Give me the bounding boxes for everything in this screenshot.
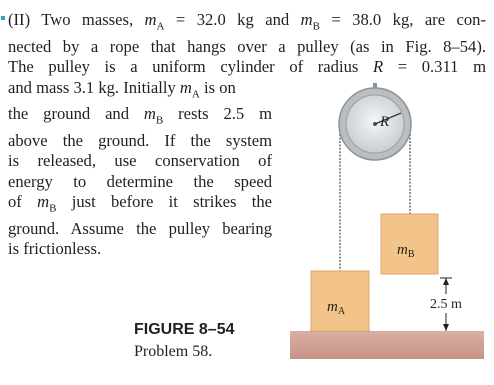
line5-pre: the ground and [8,104,144,124]
line3-post: = 0.311 m [383,57,486,77]
line4-post: is on [199,77,236,97]
line5-post: rests 2.5 m [163,104,272,124]
mass-b-symbol: m [300,10,313,29]
problem-line-6: above the ground. If the system [8,130,272,150]
mass-a-symbol: m [144,10,157,29]
problem-line-11: is frictionless. [8,239,102,259]
radius-symbol: R [372,57,384,77]
line5-m: m [143,104,156,124]
line9-m: m [37,192,50,212]
line1-eq2: = 38.0 kg, are con- [319,10,486,29]
problem-line-8: energy to determine the speed [8,171,272,191]
problem-line-10: ground. Assume the pulley bearing [8,218,272,238]
block-b-label: $m_B$ [397,242,415,260]
line4-sub: A [191,87,200,100]
block-b [381,214,438,274]
figure-caption: Problem 58. [134,343,213,360]
line5-sub: B [155,114,164,127]
height-arrowhead-up [443,278,449,285]
pulley-radius-label: R [380,114,390,130]
line1-prefix: (II) Two masses, [8,10,145,29]
problem-line-2: nected by a rope that hangs over a pulley (as in Fig. 8–54). [8,36,486,56]
line1-eq1: = 32.0 kg and [164,10,301,29]
problem-line-7: is released, use conservation of [8,151,272,171]
figure-title: FIGURE 8–54 [134,321,235,338]
line9-post: just before it strikes the [56,192,272,212]
height-arrowhead-down [443,324,449,331]
line3-pre: The pulley is a uniform cylinder of radius [8,57,373,77]
mass-b-subscript: B [312,20,320,33]
block-a-label: $m_A$ [327,299,346,317]
height-label: 2.5 m [430,297,462,312]
line9-pre: of [8,192,38,212]
line4-pre: and mass 3.1 kg. Initially [8,77,180,97]
block-a [311,271,369,331]
line9-sub: B [49,202,57,215]
ground [290,331,484,359]
mass-a-subscript: A [156,20,165,33]
line4-m: m [179,77,192,97]
